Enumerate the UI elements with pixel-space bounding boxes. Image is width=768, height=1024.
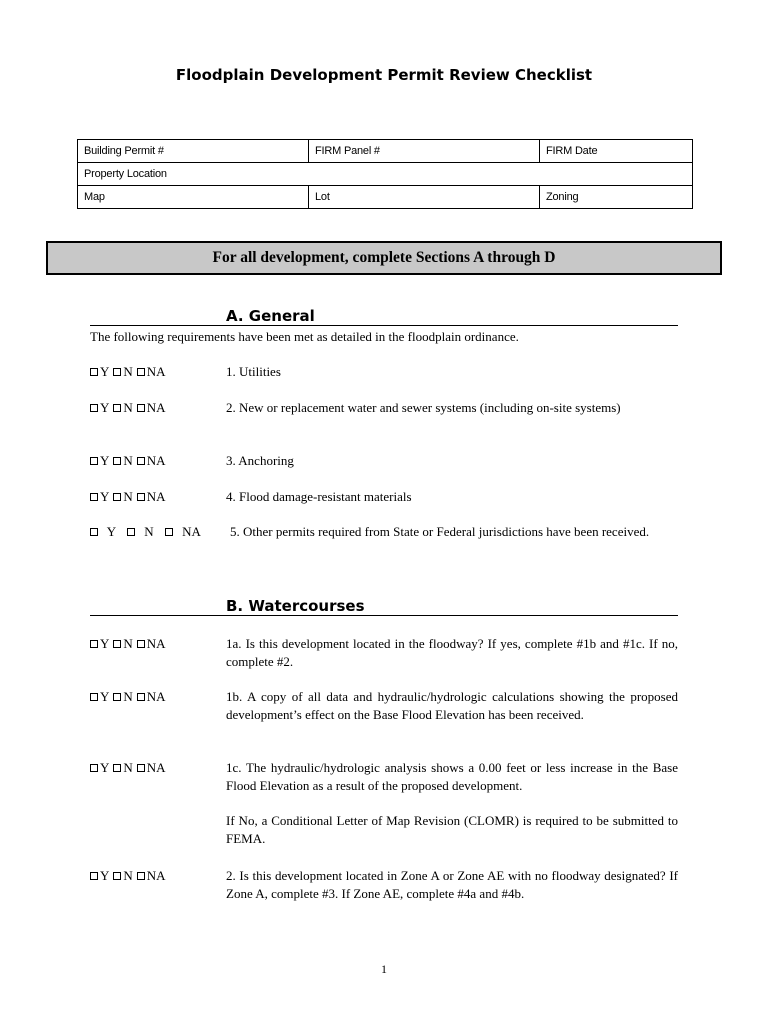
checkbox-na[interactable] bbox=[137, 368, 145, 376]
option-y-label: Y bbox=[106, 524, 116, 539]
option-y-label: Y bbox=[100, 760, 110, 775]
section-b-heading-rule bbox=[90, 595, 678, 616]
option-n-label: N bbox=[123, 489, 133, 504]
instructions-banner: For all development, complete Sections A through D bbox=[46, 241, 722, 275]
table-row bbox=[78, 163, 693, 186]
checkbox-na[interactable] bbox=[137, 872, 145, 880]
checkbox-yes[interactable] bbox=[90, 764, 98, 772]
checkbox-na[interactable] bbox=[137, 640, 145, 648]
option-y-label: Y bbox=[100, 489, 110, 504]
option-na-label: NA bbox=[146, 636, 166, 651]
checkbox-no[interactable] bbox=[113, 457, 121, 465]
section-a-heading-rule bbox=[90, 305, 678, 326]
checklist-item-a5: 5. Other permits required from State or Federal jurisdictions have been received. bbox=[230, 524, 650, 539]
option-n-label: N bbox=[123, 636, 133, 651]
option-na-label: NA bbox=[146, 364, 166, 379]
checkbox-na[interactable] bbox=[137, 764, 145, 772]
yn-options-a3 bbox=[90, 452, 166, 469]
yn-options-b2 bbox=[90, 867, 166, 884]
building-permit-field[interactable]: Building Permit # bbox=[78, 140, 309, 163]
page-number: 1 bbox=[381, 962, 387, 976]
section-a-heading: A. General bbox=[226, 307, 315, 325]
checklist-item-b1c: 1c. The hydraulic/hydrologic analysis shows a 0.00 feet or less increase in the Base Flood Elevation as a result of the proposed development. bbox=[226, 760, 678, 793]
zoning-field[interactable]: Zoning bbox=[540, 186, 693, 209]
checklist-item-a1: 1. Utilities bbox=[226, 364, 281, 379]
option-na-label: NA bbox=[146, 760, 166, 775]
option-na-label: NA bbox=[146, 400, 166, 415]
checkbox-yes[interactable] bbox=[90, 368, 98, 376]
option-n-label: N bbox=[123, 760, 133, 775]
checkbox-yes[interactable] bbox=[90, 457, 98, 465]
map-field[interactable]: Map bbox=[78, 186, 309, 209]
option-y-label: Y bbox=[100, 868, 110, 883]
permit-info-table bbox=[77, 139, 693, 209]
firm-panel-field[interactable]: FIRM Panel # bbox=[309, 140, 540, 163]
checkbox-no[interactable] bbox=[113, 872, 121, 880]
checkbox-no[interactable] bbox=[113, 640, 121, 648]
checkbox-yes[interactable] bbox=[90, 404, 98, 412]
option-y-label: Y bbox=[100, 689, 110, 704]
checkbox-na[interactable] bbox=[137, 693, 145, 701]
checkbox-na[interactable] bbox=[137, 493, 145, 501]
yn-options-a2 bbox=[90, 399, 166, 416]
checklist-item-a3: 3. Anchoring bbox=[226, 453, 294, 468]
option-na-label: NA bbox=[146, 489, 166, 504]
checkbox-no[interactable] bbox=[113, 368, 121, 376]
checklist-item-a4: 4. Flood damage-resistant materials bbox=[226, 489, 412, 504]
checkbox-yes[interactable] bbox=[90, 493, 98, 501]
lot-field[interactable]: Lot bbox=[309, 186, 540, 209]
option-n-label: N bbox=[123, 400, 133, 415]
firm-date-field[interactable]: FIRM Date bbox=[540, 140, 693, 163]
yn-options-b1c bbox=[90, 759, 166, 776]
yn-options-b1b bbox=[90, 688, 166, 705]
checkbox-no[interactable] bbox=[113, 764, 121, 772]
page-title: Floodplain Development Permit Review Checklist bbox=[175, 66, 593, 84]
checklist-item-a2: 2. New or replacement water and sewer systems (including on-site systems) bbox=[226, 400, 621, 415]
checkbox-yes[interactable] bbox=[90, 640, 98, 648]
checkbox-no[interactable] bbox=[113, 404, 121, 412]
section-b-heading: B. Watercourses bbox=[226, 597, 365, 615]
checkbox-no[interactable] bbox=[113, 693, 121, 701]
checkbox-na[interactable] bbox=[137, 404, 145, 412]
option-na-label: NA bbox=[146, 689, 166, 704]
option-n-label: N bbox=[144, 524, 154, 539]
yn-options-a1 bbox=[90, 363, 166, 380]
option-y-label: Y bbox=[100, 400, 110, 415]
checkbox-yes[interactable] bbox=[90, 693, 98, 701]
option-n-label: N bbox=[123, 453, 133, 468]
table-row bbox=[78, 186, 693, 209]
checklist-item-b1a: 1a. Is this development located in the floodway? If yes, complete #1b and #1c. If no, complete #2. bbox=[226, 636, 678, 669]
option-n-label: N bbox=[123, 689, 133, 704]
option-y-label: Y bbox=[100, 453, 110, 468]
checkbox-yes[interactable] bbox=[90, 872, 98, 880]
option-na-label: NA bbox=[146, 868, 166, 883]
table-row bbox=[78, 140, 693, 163]
option-y-label: Y bbox=[100, 364, 110, 379]
property-location-field[interactable]: Property Location bbox=[78, 163, 693, 186]
option-n-label: N bbox=[123, 364, 133, 379]
section-a-intro: The following requirements have been met as detailed in the floodplain ordinance. bbox=[90, 329, 519, 344]
checklist-item-b2: 2. Is this development located in Zone A or Zone AE with no floodway designated? If Zone A, complete #3. If Zone AE, complete #4a and #4b. bbox=[226, 868, 678, 901]
yn-options-a4 bbox=[90, 488, 166, 505]
checkbox-no[interactable] bbox=[113, 493, 121, 501]
option-na-label: NA bbox=[146, 453, 166, 468]
clomr-note: If No, a Conditional Letter of Map Revision (CLOMR) is required to be submitted to FEMA. bbox=[226, 813, 678, 846]
yn-options-b1a bbox=[90, 635, 166, 652]
option-n-label: N bbox=[123, 868, 133, 883]
option-na-label: NA bbox=[182, 524, 201, 539]
option-y-label: Y bbox=[100, 636, 110, 651]
checklist-item-b1b: 1b. A copy of all data and hydraulic/hydrologic calculations showing the proposed development’s effect on the Base Flood Elevation has been received. bbox=[226, 689, 678, 722]
checkbox-na[interactable] bbox=[137, 457, 145, 465]
